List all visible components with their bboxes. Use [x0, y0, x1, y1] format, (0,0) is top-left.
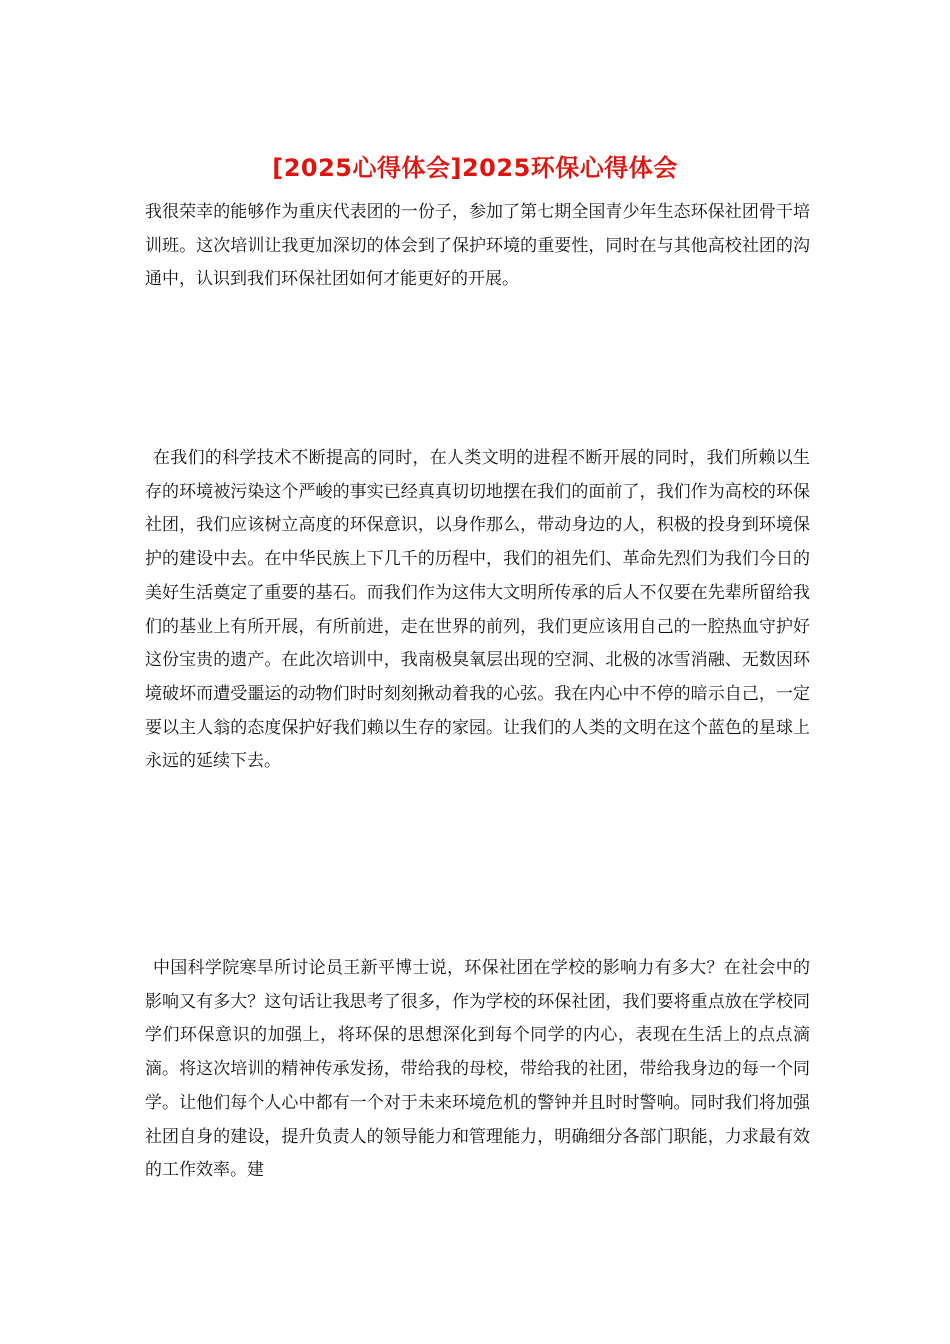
paragraph-environment: 在我们的科学技术不断提高的同时，在人类文明的进程不断开展的同时，我们所赖以生存的环境被污染这个严峻的事实已经真真切切地摆在我们的面前了，我们作为高校的环保社团，我们应该树立高度的环保意识，以身作那么，带动身边的人，积极的投身到环境保护的建设中去。在中华民族上下几千的历程中，我们的祖先们、革命先烈们为我们今日的美好生活奠定了重要的基石。而我们作为这伟大文明所传承的后人不仅要在先辈所留给我们的基业上有所开展，有所前进，走在世界的前列，我们更应该用自己的一腔热血守护好这份宝贵的遗产。在此次培训中，我南极臭氧层出现的空洞、北极的冰雪消融、无数因环境破坏而遭受噩运的动物们时时刻刻揪动着我的心弦。我在内心中不停的暗示自己，一定要以主人翁的态度保护好我们赖以生存的家园。让我们的人类的文明在这个蓝色的星球上永远的延续下去。 [145, 448, 810, 772]
document-title: [2025心得体会]2025环保心得体会 [272, 154, 678, 182]
paragraph-intro: 我很荣幸的能够作为重庆代表团的一份子，参加了第七期全国青少年生态环保社团骨干培训班。这次培训让我更加深切的体会到了保护环境的重要性，同时在与其他高校社团的沟通中，认识到我们环保社团如何才能更好的开展。 [145, 202, 810, 290]
paragraph-society: 中国科学院寒旱所讨论员王新平博士说，环保社团在学校的影响力有多大？在社会中的影响又有多大？这句话让我思考了很多，作为学校的环保社团，我们要将重点放在学校同学们环保意识的加强上，将环保的思想深化到每个同学的内心，表现在生活上的点点滴滴。将这次培训的精神传承发扬，带给我的母校，带给我的社团，带给我身边的每一个同学。让他们每个人心中都有一个对于未来环境危机的警钟并且时时警响。同时我们将加强社团自身的建设，提升负责人的领导能力和管理能力，明确细分各部门职能，力求最有效的工作效率。建 [145, 958, 810, 1181]
